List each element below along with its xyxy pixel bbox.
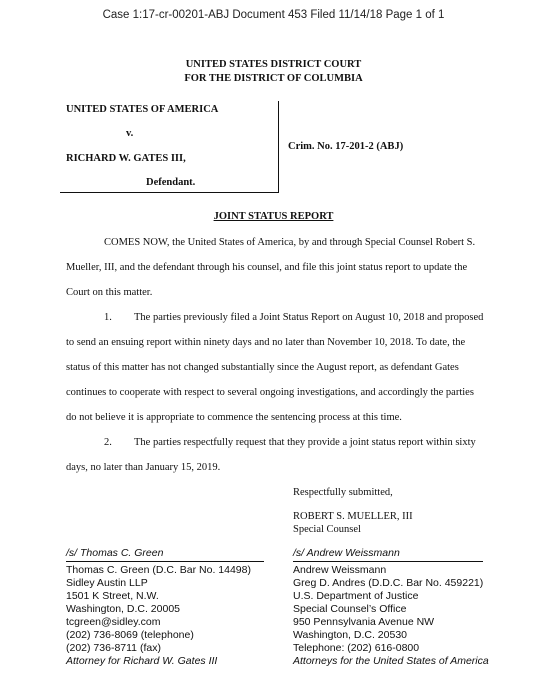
caption-vertical-rule (278, 101, 279, 193)
signature-left-line: (202) 736-8711 (fax) (66, 642, 161, 654)
document-title: JOINT STATUS REPORT (213, 211, 334, 222)
signature-left-line: (202) 736-8069 (telephone) (66, 629, 194, 641)
closing: Respectfully submitted, (293, 487, 393, 498)
case-header-stamp: Case 1:17-cr-00201-ABJ Document 453 Filed 11/14/18 Page 1 of 1 (102, 9, 445, 21)
signature-left-line: Washington, D.C. 20005 (66, 603, 181, 615)
case-number: Crim. No. 17-201-2 (ABJ) (288, 141, 404, 152)
signature-right-line: Washington, D.C. 20530 (293, 629, 408, 641)
signature-line-left (66, 561, 264, 562)
court-district: FOR THE DISTRICT OF COLUMBIA (184, 73, 363, 84)
paragraph-line: COMES NOW, the United States of America, by and through Special Counsel Robert S. (104, 237, 476, 248)
paragraph-number: 2. (104, 437, 112, 448)
signature-left-line: Sidley Austin LLP (66, 577, 148, 589)
paragraph-line: The parties previously filed a Joint Status Report on August 10, 2018 and proposed (134, 312, 484, 323)
signature-right-line: Andrew Weissmann (293, 564, 387, 576)
caption-plaintiff: UNITED STATES OF AMERICA (66, 104, 219, 115)
special-counsel-name: ROBERT S. MUELLER, III (293, 511, 413, 522)
caption-defendant-label: Defendant. (146, 177, 196, 188)
paragraph-line: The parties respectfully request that they provide a joint status report within sixty (134, 437, 476, 448)
signature-left-role: Attorney for Richard W. Gates III (66, 655, 218, 667)
signature-left-line: Thomas C. Green (D.C. Bar No. 14498) (66, 564, 251, 576)
caption-versus: v. (126, 128, 134, 139)
paragraph-line: Mueller, III, and the defendant through his counsel, and file this joint status report to update the (66, 262, 468, 273)
paragraph-line: do not believe it is appropriate to commence the sentencing process at this time. (66, 412, 402, 423)
signature-line-right (293, 561, 483, 562)
signature-right-line: Telephone: (202) 616-0800 (293, 642, 420, 654)
signature-left: /s/ Thomas C. Green (66, 547, 164, 559)
signature-left-email: tcgreen@sidley.com (66, 616, 161, 628)
paragraph-number: 1. (104, 312, 112, 323)
caption-bottom-rule (60, 192, 279, 193)
court-name: UNITED STATES DISTRICT COURT (185, 59, 362, 70)
paragraph-line: days, no later than January 15, 2019. (66, 462, 221, 473)
paragraph-line: status of this matter has not changed substantially since the August report, as defendant Gates (66, 362, 459, 373)
paragraph-line: continues to cooperate with respect to several ongoing investigations, and accordingly the parties (66, 387, 474, 398)
signature-right-line: Special Counsel’s Office (293, 603, 407, 615)
signature-right-line: 950 Pennsylvania Avenue NW (293, 616, 435, 628)
signature-right: /s/ Andrew Weissmann (293, 547, 400, 559)
signature-right-line: Greg D. Andres (D.D.C. Bar No. 459221) (293, 577, 484, 589)
signature-right-line: U.S. Department of Justice (293, 590, 419, 602)
caption-defendant-name: RICHARD W. GATES III, (66, 153, 186, 164)
signature-left-line: 1501 K Street, N.W. (66, 590, 159, 602)
paragraph-line: Court on this matter. (66, 287, 153, 298)
signature-right-role: Attorneys for the United States of America (293, 655, 489, 667)
paragraph-line: to send an ensuing report within ninety days and no later than November 10, 2018. To date, the (66, 337, 466, 348)
special-counsel-title: Special Counsel (293, 524, 361, 535)
